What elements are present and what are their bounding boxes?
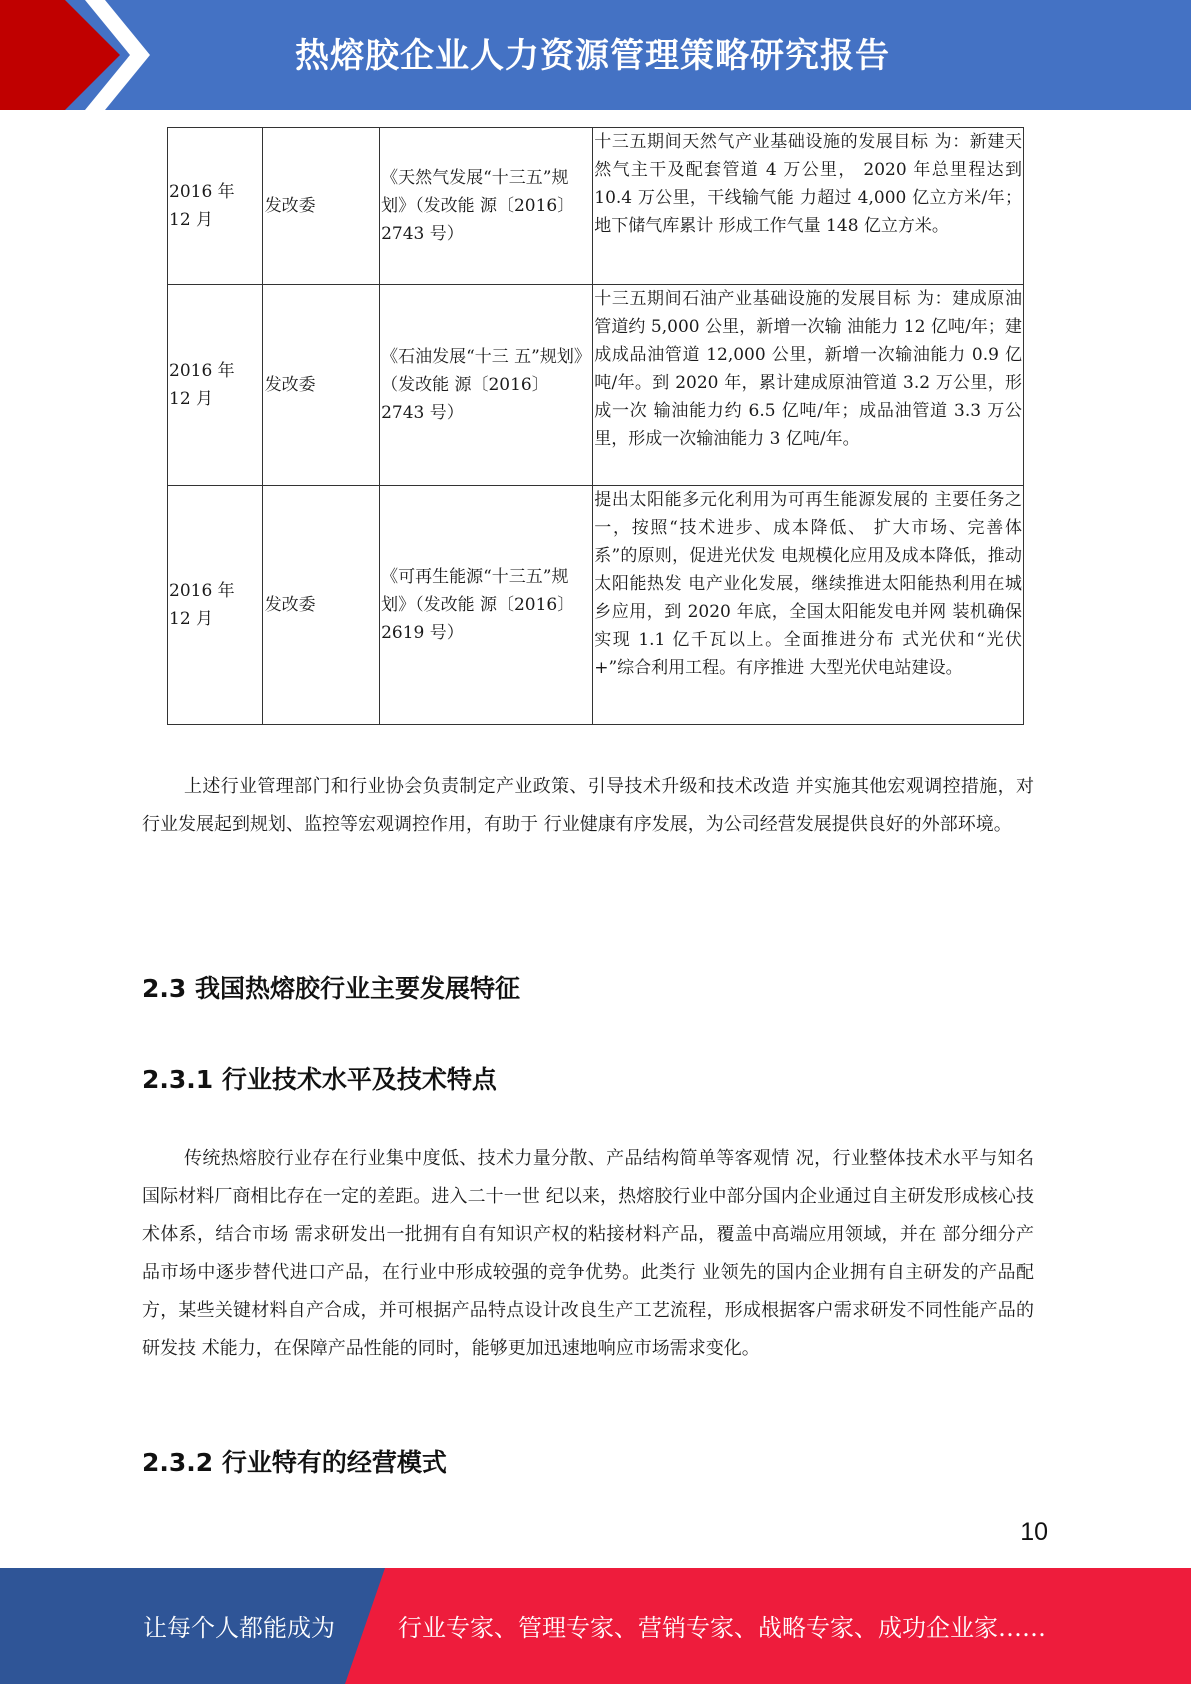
page-footer: [0, 1568, 1191, 1684]
date-cell: 2016 年 12 月: [168, 285, 263, 486]
date-cell: 2016 年 12 月: [168, 486, 263, 725]
document-cell: 《石油发展“十三 五”规划》（发改能 源〔2016〕 2743 号）: [380, 285, 593, 486]
department-cell: 发改委: [262, 128, 379, 285]
department-cell: 发改委: [262, 486, 379, 725]
section-heading-2-3-1: 2.3.1 行业技术水平及技术特点: [142, 1065, 497, 1094]
header-red-chevron: [0, 0, 150, 110]
date-cell: 2016 年 12 月: [168, 128, 263, 285]
department-cell: 发改委: [262, 285, 379, 486]
footer-slogan: 让每个人都能成为: [143, 1614, 335, 1642]
document-cell: 《可再生能源“十三五”规划》（发改能 源〔2016〕 2619 号）: [380, 486, 593, 725]
document-cell: 《天然气发展“十三五”规划》（发改能 源〔2016〕 2743 号）: [380, 128, 593, 285]
table-row: [168, 486, 1024, 725]
policy-table: [167, 127, 1024, 725]
footer-roles: 行业专家、管理专家、营销专家、战略专家、成功企业家……: [398, 1614, 1046, 1642]
description-cell: 十三五期间天然气产业基础设施的发展目标 为：新建天然气主干及配套管道 4 万公里， 2020 年总里程达到 10.4 万公里，干线输气能 力超过 4,000 亿立方米/年；地下储气库累计 形成工作气量 148 亿立方米。: [593, 128, 1024, 285]
section-heading-2-3: 2.3 我国热熔胶行业主要发展特征: [142, 974, 520, 1003]
body-paragraph-regulation: 上述行业管理部门和行业协会负责制定产业政策、引导技术升级和技术改造 并实施其他宏观调控措施，对行业发展起到规划、监控等宏观调控作用，有助于 行业健康有序发展，为公司经营发展提供良好的外部环境。: [142, 776, 1034, 835]
table-row: [168, 128, 1024, 285]
page-number: 10: [1020, 1518, 1048, 1546]
body-paragraph-technology: 传统热熔胶行业存在行业集中度低、技术力量分散、产品结构简单等客观情 况，行业整体技术水平与知名国际材料厂商相比存在一定的差距。进入二十一世 纪以来，热熔胶行业中部分国内企业通过自主研发形成核心技术体系，结合市场 需求研发出一批拥有自有知识产权的粘接材料产品，覆盖中高端应用领域，并在 部分细分产品市场中逐步替代进口产品，在行业中形成较强的竞争优势。此类行 业领先的国内企业拥有自主研发的产品配方，某些关键材料自产合成，并可根据产品特点设计改良生产工艺流程，形成根据客户需求研发不同性能产品的研发技 术能力，在保障产品性能的同时，能够更加迅速地响应市场需求变化。: [142, 1148, 1034, 1359]
table-row: [168, 285, 1024, 486]
report-title: 热熔胶企业人力资源管理策略研究报告: [295, 36, 890, 76]
section-heading-2-3-2: 2.3.2 行业特有的经营模式: [142, 1448, 447, 1477]
page-header: [0, 0, 1191, 110]
description-cell: 提出太阳能多元化利用为可再生能源发展的 主要任务之一，按照“技术进步、成本降低、 扩大市场、完善体系”的原则，促进光伏发 电规模化应用及成本降低，推动太阳能热发 电产业化发展，继续推进太阳能热利用在城 乡应用，到 2020 年底，全国太阳能发电并网 装机确保实现 1.1 亿千瓦以上。全面推进分布 式光伏和“光伏+”综合利用工程。有序推进 大型光伏电站建设。: [593, 486, 1024, 725]
description-cell: 十三五期间石油产业基础设施的发展目标 为：建成原油管道约 5,000 公里，新增一次输 油能力 12 亿吨/年；建成成品油管道 12,000 公里，新增一次输油能力 0.9 亿吨/年。到 2020 年，累计建成原油管道 3.2 万公里，形成一次 输油能力约 6.5 亿吨/年；成品油管道 3.3 万公 里，形成一次输油能力 3 亿吨/年。: [593, 285, 1024, 486]
